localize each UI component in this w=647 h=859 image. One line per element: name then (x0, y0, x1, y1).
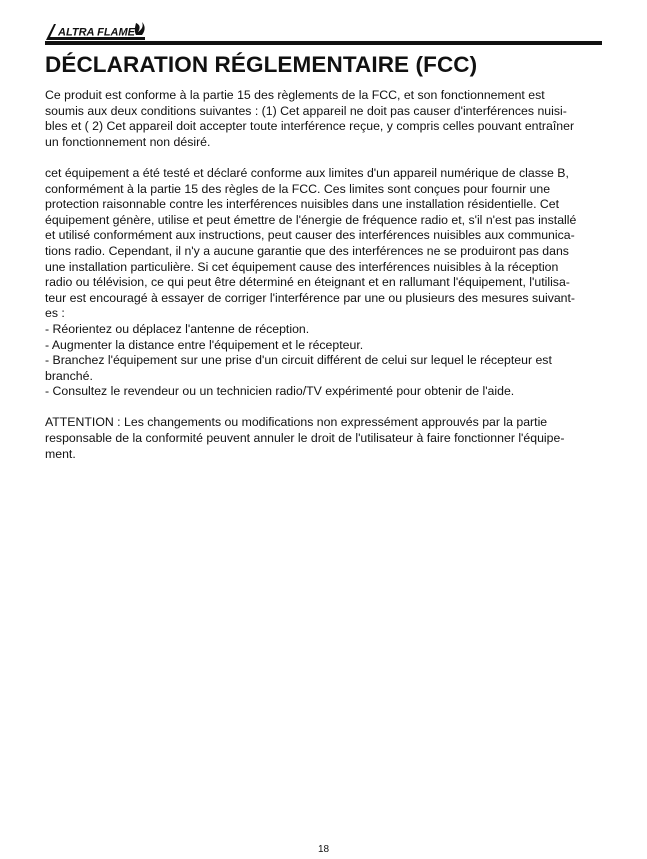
text-line: et utilisé conformément aux instructions, peut causer des interférences nuisibles aux communica- (45, 228, 575, 243)
text-line: Ce produit est conforme à la partie 15 des règlements de la FCC, et son fonctionnement est (45, 88, 545, 102)
text-line: soumis aux deux conditions suivantes : (1) Cet appareil ne doit pas causer d'interférences nuisi- (45, 103, 567, 118)
altra-flame-logo (45, 20, 149, 42)
text-line: équipement génère, utilise et peut émettre de l'énergie de fréquence radio et, s'il n'est pas installé (45, 212, 577, 227)
list-item: - Augmenter la distance entre l'équipement et le récepteur. (45, 337, 364, 352)
paragraph-attention (45, 415, 605, 462)
list-item: - Réorientez ou déplacez l'antenne de réception. (45, 321, 310, 336)
text-line: responsable de la conformité peuvent annuler le droit de l'utilisateur à faire fonctionner l'équipe- (45, 431, 565, 446)
page-title: DÉCLARATION RÉGLEMENTAIRE (FCC) (45, 52, 478, 77)
list-item: - Consultez le revendeur ou un technicien radio/TV expérimenté pour obtenir de l'aide. (45, 384, 515, 399)
text-line: bles et ( 2) Cet appareil doit accepter toute interférence reçue, y compris celles pouvant entraîner (45, 119, 575, 134)
text-line: radio ou télévision, ce qui peut être déterminé en éteignant et en rallumant l'équipement, l'utilisa- (45, 275, 570, 290)
document-body (45, 88, 605, 462)
text-line: cet équipement a été testé et déclaré conforme aux limites d'un appareil numérique de classe B, (45, 165, 569, 180)
list-item: branché. (45, 368, 93, 383)
paragraph-class-b-limits (45, 166, 605, 400)
paragraph-compliance-conditions (45, 88, 605, 150)
text-line: ATTENTION : Les changements ou modifications non expressément approuvés par la partie (45, 415, 548, 430)
text-line: es : (45, 306, 65, 321)
text-line: conformément à la partie 15 des règles de la FCC. Ces limites sont conçues pour fournir une (45, 181, 551, 196)
svg-text:ALTRA FLAME: ALTRA FLAME (58, 26, 135, 39)
text-line: ment. (45, 446, 76, 461)
text-line: teur est encouragé à essayer de corriger l'interférence par une ou plusieurs des mesures suivant- (45, 290, 576, 305)
text-line: tions radio. Cependant, il n'y a aucune garantie que des interférences ne se produiront pas dans (45, 243, 569, 258)
text-line: un fonctionnement non désiré. (45, 134, 211, 149)
page-number: 18 (317, 844, 330, 855)
header-rule (45, 41, 602, 45)
text-line: protection raisonnable contre les interférences nuisibles dans une installation résidentielle. Cet (45, 197, 560, 212)
text-line: une installation particulière. Si cet équipement cause des interférences nuisibles à la réception (45, 259, 559, 274)
list-item: - Branchez l'équipement sur une prise d'un circuit différent de celui sur lequel le récepteur est (45, 353, 552, 368)
